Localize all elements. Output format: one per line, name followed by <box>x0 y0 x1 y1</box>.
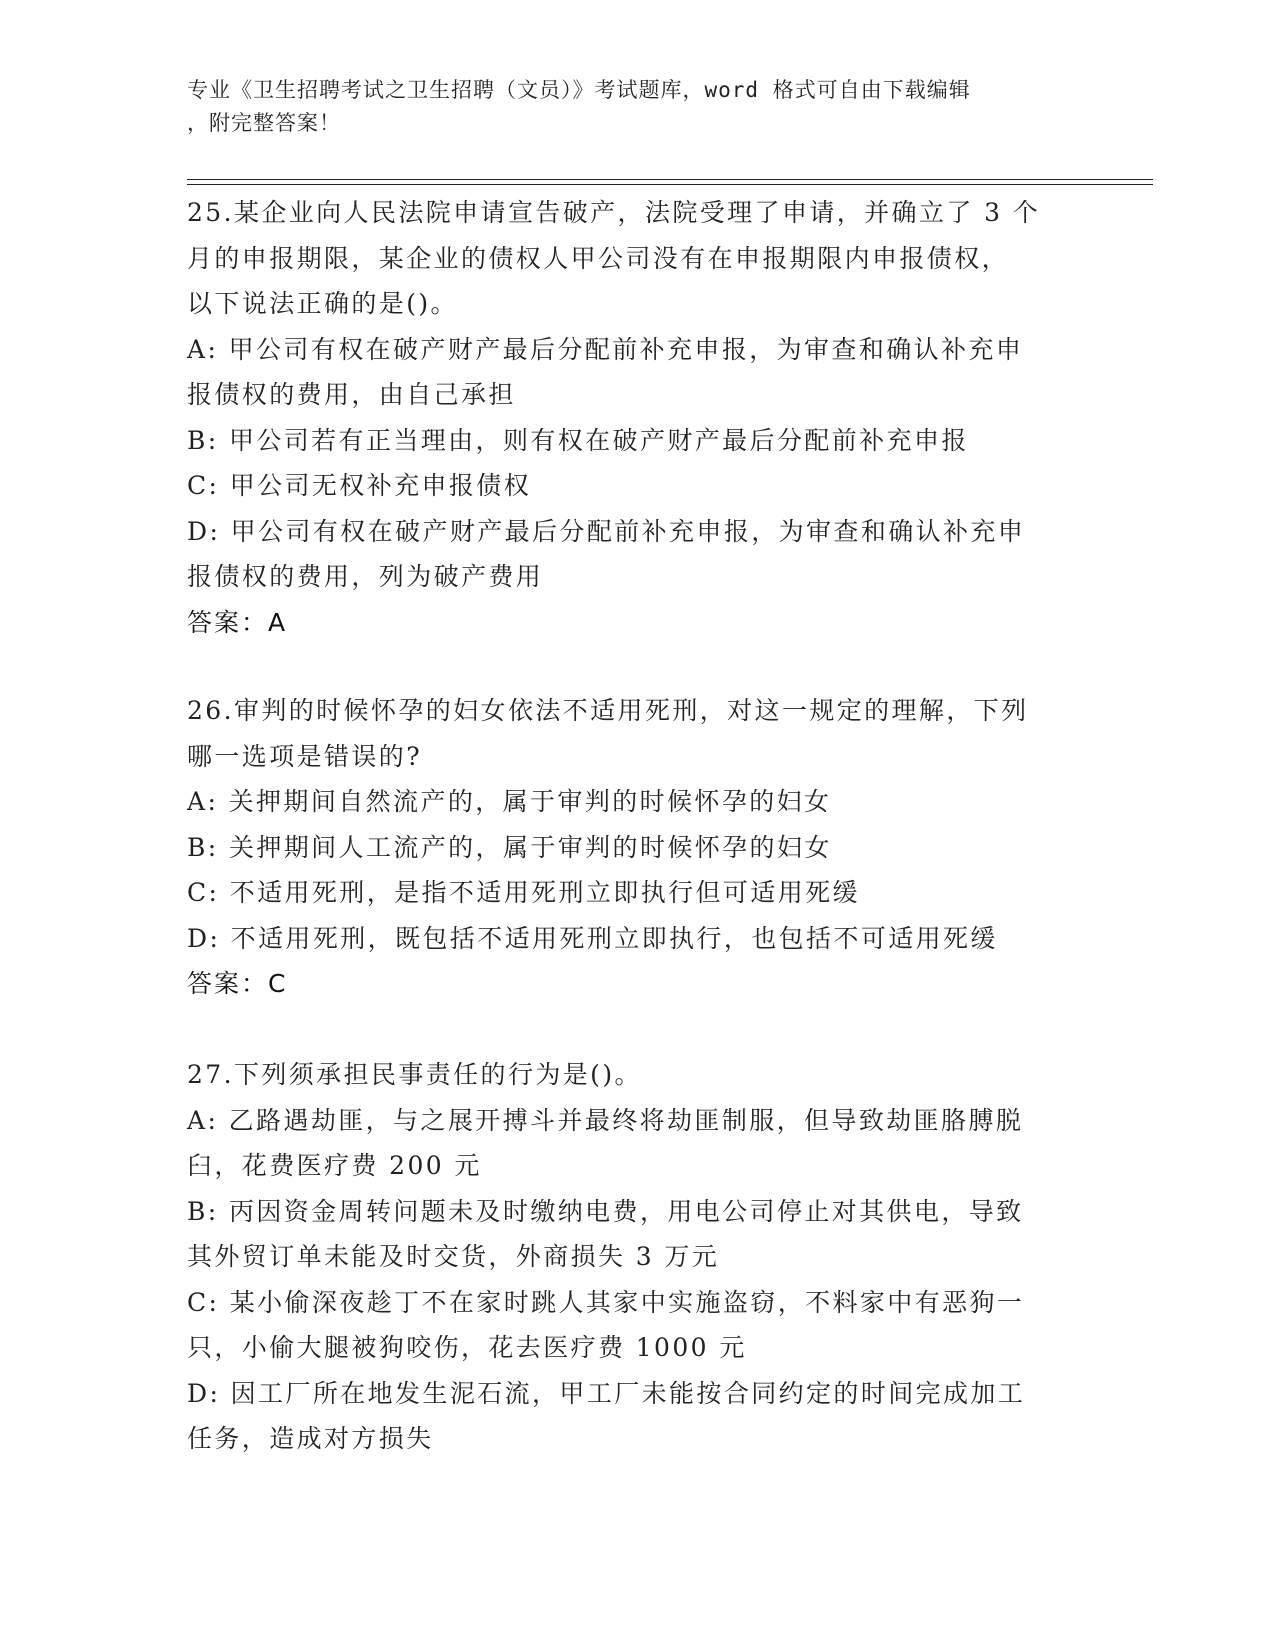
option-d-line: D: 因工厂所在地发生泥石流，甲工厂未能按合同约定的时间完成加工 <box>187 1378 1026 1408</box>
question-25 <box>187 190 1077 645</box>
question-stem-line: 25.某企业向人民法院申请宣告破产，法院受理了申请，并确立了 3 个 <box>187 198 1041 227</box>
option-d-line: 报债权的费用，列为破产费用 <box>187 562 544 591</box>
question-stem-line: 月的申报期限，某企业的债权人甲公司没有在申报期限内申报债权， <box>187 243 1010 273</box>
header-divider-bottom <box>187 184 1153 185</box>
option-a-line: A: 乙路遇劫匪，与之展开搏斗并最终将劫匪制服，但导致劫匪胳膊脱 <box>187 1105 1024 1135</box>
option-b-line: B: 丙因资金周转问题未及时缴纳电费，用电公司停止对其供电，导致 <box>187 1196 1024 1226</box>
option-a-line: 臼，花费医疗费 200 元 <box>187 1151 482 1180</box>
option-d-line: D: 不适用死刑，既包括不适用死刑立即执行，也包括不可适用死缓 <box>187 923 998 953</box>
question-26 <box>187 688 1077 1007</box>
header-line-2: ，附完整答案！ <box>187 111 341 135</box>
answer-line <box>187 600 1077 646</box>
question-stem-line: 27.下列须承担民事责任的行为是()。 <box>187 1060 642 1089</box>
option-d-line: D: 甲公司有权在破产财产最后分配前补充申报，为审查和确认补充申 <box>187 516 1026 546</box>
option-a-line: A: 甲公司有权在破产财产最后分配前补充申报，为审查和确认补充申 <box>187 334 1024 364</box>
question-27 <box>187 1052 1077 1462</box>
option-b-line: 其外贸订单未能及时交货，外商损失 3 万元 <box>187 1242 720 1271</box>
question-stem-line: 哪一选项是错误的? <box>187 741 423 771</box>
option-c-line: C: 不适用死刑，是指不适用死刑立即执行但可适用死缓 <box>187 878 860 907</box>
option-c-line: C: 某小偷深夜趁丁不在家时跳人其家中实施盗窃，不料家中有恶狗一 <box>187 1287 1025 1317</box>
option-a-line: 报债权的费用，由自己承担 <box>187 380 516 409</box>
answer-label: 答案： <box>187 969 269 998</box>
option-b-line: B: 关押期间人工流产的，属于审判的时候怀孕的妇女 <box>187 832 832 862</box>
header-divider-top <box>187 179 1153 180</box>
answer-value: A <box>268 607 287 637</box>
answer-line <box>187 961 1077 1007</box>
answer-value: C <box>268 969 287 998</box>
option-a-line: A: 关押期间自然流产的，属于审判的时候怀孕的妇女 <box>187 787 832 816</box>
answer-label: 答案： <box>187 607 269 637</box>
document-header <box>187 74 1077 140</box>
option-b-line: B: 甲公司若有正当理由，则有权在破产财产最后分配前补充申报 <box>187 425 969 455</box>
option-c-line: C: 甲公司无权补充申报债权 <box>187 471 532 500</box>
question-stem-line: 26.审判的时候怀孕的妇女依法不适用死刑，对这一规定的理解，下列 <box>187 696 1029 725</box>
header-line-1: 专业《卫生招聘考试之卫生招聘（文员）》考试题库，word 格式可自由下载编辑 <box>187 78 971 102</box>
option-c-line: 只，小偷大腿被狗咬伤，花去医疗费 1000 元 <box>187 1333 747 1362</box>
option-d-line: 任务，造成对方损失 <box>187 1424 434 1453</box>
question-stem-line: 以下说法正确的是()。 <box>187 289 458 318</box>
